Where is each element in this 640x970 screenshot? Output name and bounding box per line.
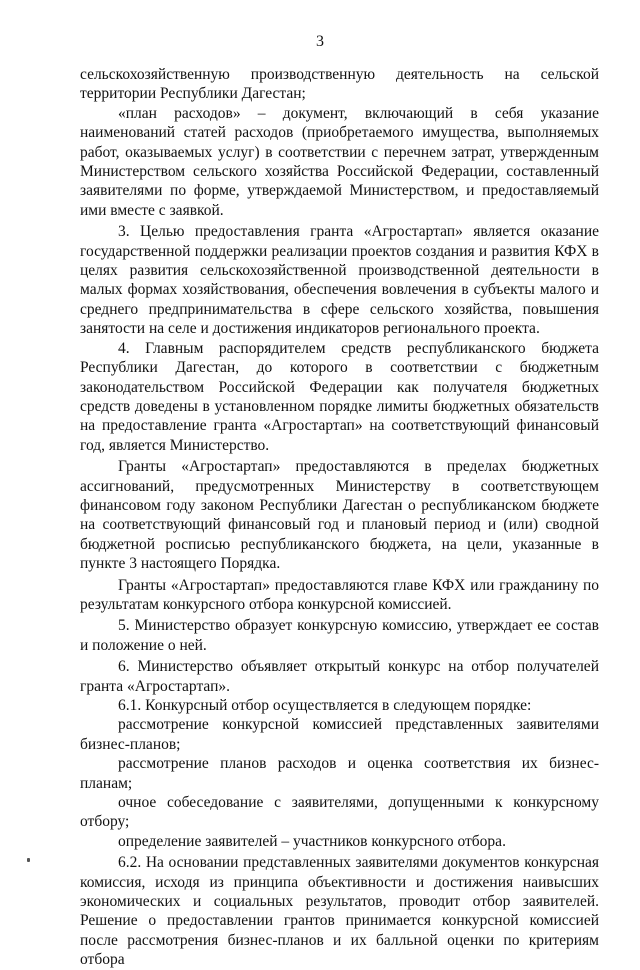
list-item-expense-plans-review: рассмотрение планов расходов и оценка соответствия их бизнес-планам; [80,755,599,792]
paragraph-grants-recipients: Гранты «Агростартап» предоставляются главе КФХ или гражданину по результатам конкурсного отбора конкурсной комиссией. [80,576,599,613]
list-item-participants-determination: определение заявителей – участников конкурсного отбора. [118,832,506,850]
paragraph-3-grant-purpose: 3. Целью предоставления гранта «Агростартап» является оказание государственной поддержки реализации проектов создания и развития КФХ в целях развития сельскохозяйственной производственной деятельности в малых формах хозяйствования, обеспечения вовлечения в субъекты малого и среднего предпринимательства в сфере сельского хозяйства, повышения занятости на селе и достижения индикаторов регионального проекта. [80,223,599,338]
page-number: 3 [316,33,324,50]
paragraph-6-1-selection-order: 6.1. Конкурсный отбор осуществляется в следующем порядке: [118,697,532,714]
paragraph-4-budget-administrator: 4. Главным распорядителем средств республиканского бюджета Республики Дагестан, до которого в соответствии с бюджетным законодательством Российской Федерации как получателя бюджетных средств доведены в установленном порядке лимиты бюджетных обязательств на предоставление гранта «Агростартап» на соответствующий финансовый год, является Министерство. [80,339,599,454]
document-body [80,65,599,970]
scan-speck [27,858,30,862]
paragraph-expense-plan-definition: «план расходов» – документ, включающий в себя указание наименований статей расходов (приобретаемого имущества, выполняемых работ, оказываемых услуг) в соответствии с перечнем затрат, утвержденным Министерством сельского хозяйства Российской Федерации, составленный заявителями по форме, утверждаемой Министерством, и предоставляемый ими вместе с заявкой. [80,104,599,219]
paragraph-6-2-selection-basis: 6.2. На основании представленных заявителями документов конкурсная комиссия, исходя из принципа объективности и достижения наивысших экономических и социальных результатов, проводит отбор заявителей. Решение о предоставлении грантов принимается конкурсной комиссией после рассмотрения бизнес-планов и их балльной оценки по критериям отбора [80,854,599,969]
paragraph-grants-budget-limits: Гранты «Агростартап» предоставляются в пределах бюджетных ассигнований, предусмотренных Министерству в соответствующем финансовом году законом Республики Дагестан о республиканском бюджете на соответствующий финансовый год и плановый период и (или) сводной бюджетной росписью республиканского бюджета, на цели, указанные в пункте 3 настоящего Порядка. [80,458,599,573]
paragraph-5-commission: 5. Министерство образует конкурсную комиссию, утверждает ее состав и положение о ней. [80,617,599,654]
paragraph-6-open-competition: 6. Министерство объявляет открытый конкурс на отбор получателей гранта «Агростартап». [80,658,599,695]
list-item-business-plans-review: рассмотрение конкурсной комиссией представленных заявителями бизнес-планов; [80,716,599,753]
list-item-interview: очное собеседование с заявителями, допущенными к конкурсному отбору; [80,794,599,831]
paragraph-rural-activity: сельскохозяйственную производственную деятельность на сельской территории Республики Дагестан; [80,66,599,103]
